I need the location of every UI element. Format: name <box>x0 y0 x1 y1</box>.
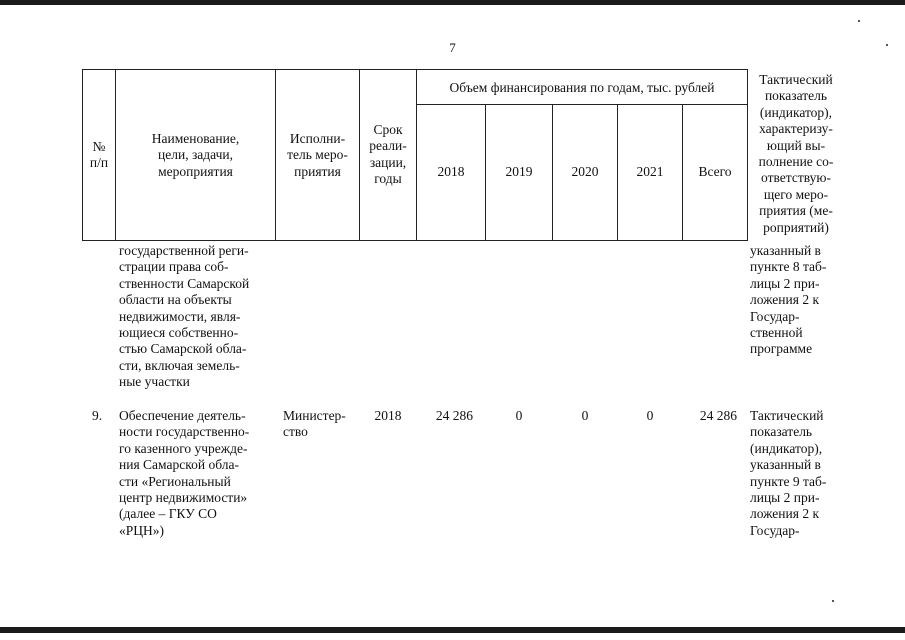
group-header-divider <box>416 104 748 105</box>
scan-bottom-border <box>0 627 905 633</box>
header-total: Всего <box>698 164 732 179</box>
header-year-2020: 2020 <box>571 164 599 179</box>
row-indicator: указанный в пункте 8 таб- лицы 2 при- ложения 2 к Государ- ственной программе <box>750 243 827 357</box>
scan-top-border <box>0 0 905 5</box>
header-executor: Исполни- тель меро- приятия <box>287 131 348 179</box>
header-financing-group: Объем финансирования по годам, тыс. рублей <box>449 80 715 95</box>
header-year-2018: 2018 <box>437 164 465 179</box>
row-value-2019: 0 <box>515 408 523 423</box>
scan-speck <box>858 20 860 22</box>
header-indicator: Тактический показатель (индикатор), характеризу- ющий вы- полнение со- ответствую- щего меро- приятия (ме- роприятий) <box>758 72 834 235</box>
row-value-2020: 0 <box>581 408 589 423</box>
header-term: Срок реали- зации, годы <box>369 122 407 187</box>
header-name: Наименование, цели, задачи, мероприятия <box>151 131 240 179</box>
scan-speck <box>832 600 834 602</box>
header-bottom-border <box>82 240 748 241</box>
page-number: 7 <box>449 40 456 55</box>
row-indicator: Тактический показатель (индикатор), указанный в пункте 9 таб- лицы 2 при- ложения 2 к Государ- <box>750 408 827 538</box>
row-value-2018: 24 286 <box>435 408 473 423</box>
row-executor: Министер- ство <box>283 408 346 440</box>
table-top-border <box>82 69 748 70</box>
row-value-2021: 0 <box>646 408 654 423</box>
row-total: 24 286 <box>699 408 737 423</box>
row-name: государственной реги- страции права соб- ственности Самарской области на объекты недвижимости, явля- ющиеся собственно- стью Самарской обла- сти, включая земель- ные участки <box>119 243 250 390</box>
row-num: 9. <box>92 408 103 423</box>
row-term: 2018 <box>374 408 402 423</box>
header-year-2021: 2021 <box>636 164 664 179</box>
row-name: Обеспечение деятель- ности государственно- го казенного учрежде- ния Самарской обла- сти «Региональный центр недвижимости» (далее – ГКУ СО «РЦН») <box>119 408 250 538</box>
header-year-2019: 2019 <box>505 164 533 179</box>
header-num: № п/п <box>89 139 109 171</box>
